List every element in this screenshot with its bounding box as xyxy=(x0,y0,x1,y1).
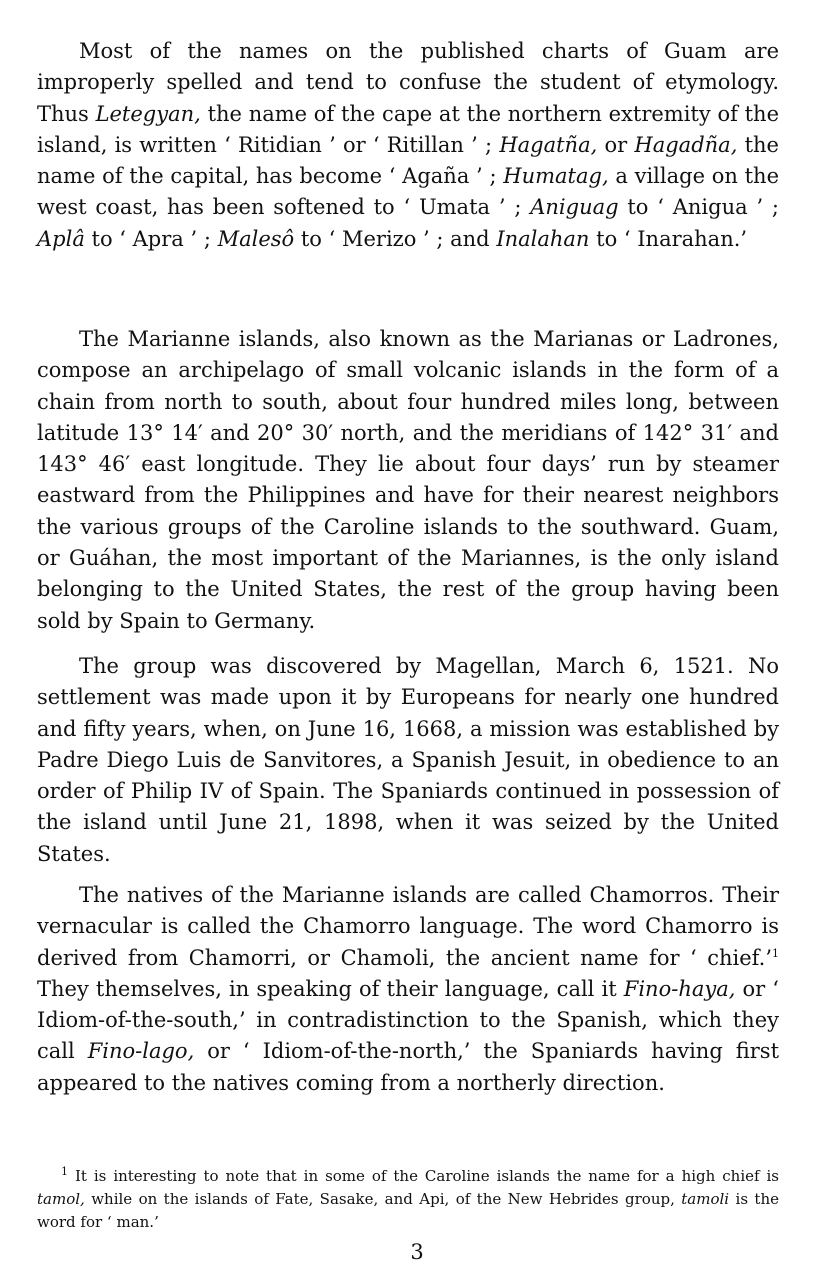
text-run: or xyxy=(597,132,635,157)
paragraph-chamorro-language xyxy=(37,880,779,1099)
text-run: The Marianne islands, also known as the Marianas or Ladrones, compose an archipelago of small volcanic islands in the form of a chain from north to south, about four hundred miles long, between latitude 13° 14′ and 20° 30′ north, and the meridians of 142° 31′ and 143° 46′ east longitude. They lie about four days’ run by steamer eastward from the Philippines and have for their nearest neighbors the various groups of the Caroline islands to the southward. Guam, or Guáhan, the most important of the Mariannes, is the only island belonging to the United States, the rest of the group having been sold by Spain to Germany. xyxy=(37,327,779,633)
text-run: a village on the west coast, has been softened to ‘ Umata ’ ; xyxy=(37,164,780,220)
text-run: The natives of the Marianne islands are called Chamorros. Their vernacular is called the Chamorro language. The word Chamorro is derived from Chamorri, or Chamoli, the ancient name for ‘ chief.’ xyxy=(37,883,779,970)
italic-term: Hagatña, xyxy=(499,132,598,157)
text-run: to ‘ Inarahan.’ xyxy=(589,226,748,251)
text-run: It is interesting to note that in some of the Caroline islands the name for a high chief is xyxy=(68,1167,779,1185)
text-run: Most of the names on the published charts of Guam are improperly spelled and tend to confuse the student of etymology. Thus xyxy=(37,39,779,126)
text-run: to ‘ Anigua ’ ; xyxy=(618,195,780,220)
text-run: while on the islands of Fate, Sasake, and Api, of the New Hebrides group, xyxy=(84,1190,682,1208)
italic-term: tamoli xyxy=(681,1190,730,1208)
text-run: The group was discovered by Magellan, March 6, 1521. No settlement was made upon it by Europeans for nearly one hundred and fifty years, when, on June 16, 1668, a mission was established by Padre Diego Luis de Sanvitores, a Spanish Jesuit, in obedience to an order of Philip IV of Spain. The Spaniards continued in possession of the island until June 21, 1898, when it was seized by the United States. xyxy=(37,654,779,866)
italic-term: Letegyan, xyxy=(95,101,201,126)
paragraph-marianne-geography xyxy=(37,324,779,637)
text-run: the name of the cape at the northern extremity of the island, is written ‘ Ritidian ’ or ‘ Ritillan ’ ; xyxy=(37,101,779,157)
footnote-marker: 1 xyxy=(772,946,779,960)
text-run: is the word for ‘ man.’ xyxy=(37,1190,779,1231)
text-run: to ‘ Merizo ’ ; and xyxy=(294,226,497,251)
footnote-marker: 1 xyxy=(61,1165,68,1178)
italic-term: Malesô xyxy=(217,226,295,251)
italic-term: Aplâ xyxy=(37,226,85,251)
italic-term: Hagadña, xyxy=(634,132,738,157)
italic-term: tamol, xyxy=(37,1190,85,1208)
italic-term: Fino-haya, xyxy=(623,976,736,1001)
italic-term: Aniguag xyxy=(530,195,619,220)
paragraph-place-names xyxy=(37,36,779,255)
paragraph-discovery-history xyxy=(37,651,779,870)
page-number: 3 xyxy=(410,1240,424,1264)
text-run: or ‘ Idiom-of-the-south,’ in contradistinction to the Spanish, which they call xyxy=(37,976,779,1064)
italic-term: Fino-lago, xyxy=(87,1039,195,1064)
text-run: to ‘ Apra ’ ; xyxy=(84,226,218,251)
italic-term: Inalahan xyxy=(496,226,590,251)
footnote xyxy=(37,1165,779,1234)
text-run: the name of the capital, has become ‘ Agaña ’ ; xyxy=(37,132,779,189)
text-run: or ‘ Idiom-of-the-north,’ the Spaniards having first appeared to the natives coming from a northerly direction. xyxy=(37,1039,780,1095)
italic-term: Humatag, xyxy=(503,164,609,189)
text-run: They themselves, in speaking of their language, call it xyxy=(37,976,624,1001)
